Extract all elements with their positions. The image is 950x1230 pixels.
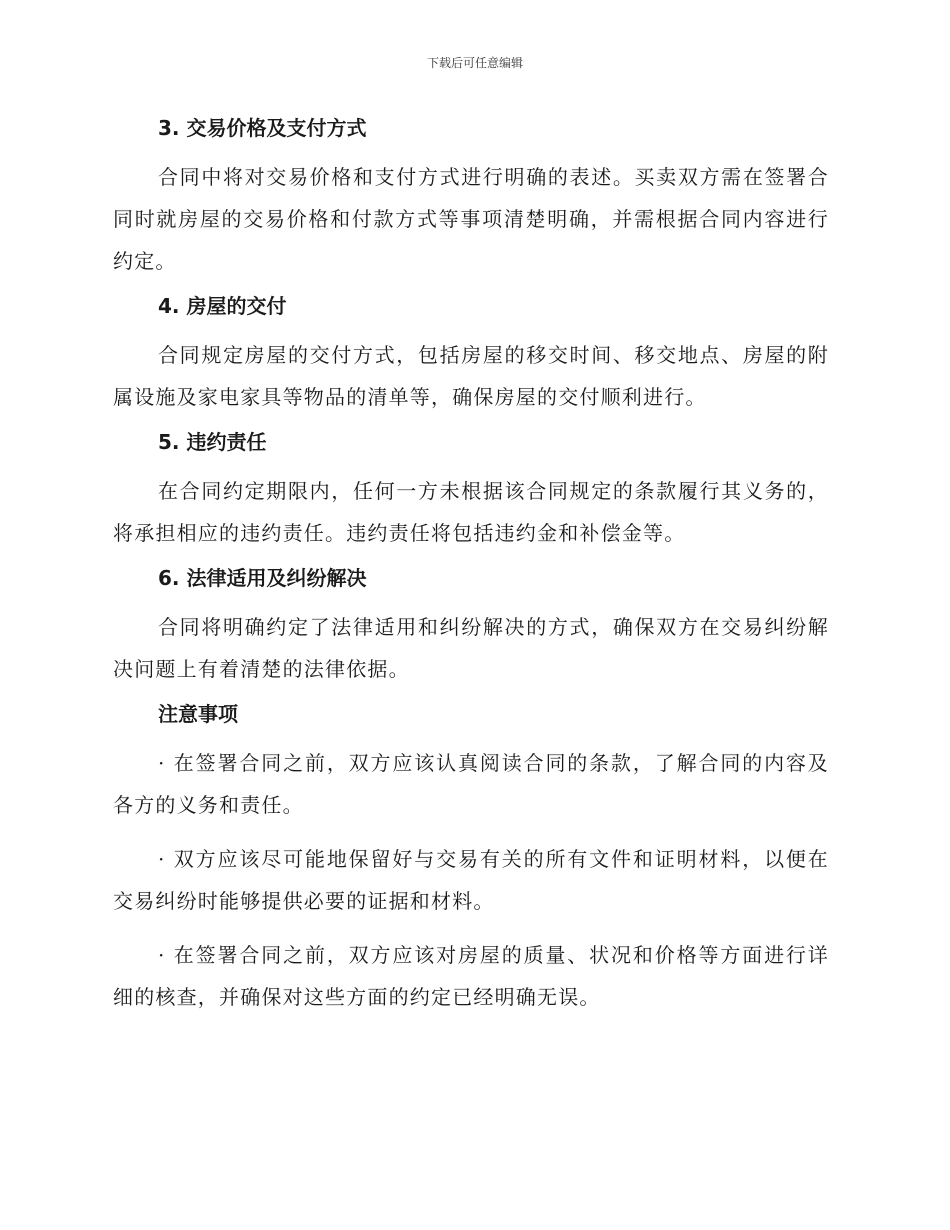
section-body-price: 合同中将对交易价格和支付方式进行明确的表述。买卖双方需在签署合同时就房屋的交易价格和付款方式等事项清楚明确，并需根据合同内容进行约定。 [113, 165, 829, 273]
section-heading-delivery: 4. 房屋的交付 [158, 294, 287, 318]
notes-item-1: · 在签署合同之前，双方应该认真阅读合同的条款，了解合同的内容及各方的义务和责任。 [113, 751, 829, 817]
notes-heading: 注意事项 [158, 702, 238, 726]
section-heading-law: 6. 法律适用及纠纷解决 [158, 566, 367, 590]
page-header: 下载后可任意编辑 [426, 56, 523, 70]
section-heading-breach: 5. 违约责任 [158, 430, 267, 454]
document-body [113, 110, 829, 1030]
notes-item-3: · 在签署合同之前，双方应该对房屋的质量、状况和价格等方面进行详细的核查，并确保对这些方面的约定已经明确无误。 [113, 943, 829, 1009]
notes-item-2: · 双方应该尽可能地保留好与交易有关的所有文件和证明材料，以便在交易纠纷时能够提供必要的证据和材料。 [113, 847, 829, 913]
section-body-delivery: 合同规定房屋的交付方式，包括房屋的移交时间、移交地点、房屋的附属设施及家电家具等物品的清单等，确保房屋的交付顺利进行。 [113, 343, 829, 409]
section-heading-price: 3. 交易价格及支付方式 [158, 116, 367, 140]
section-body-breach: 在合同约定期限内，任何一方未根据该合同规定的条款履行其义务的，将承担相应的违约责任。违约责任将包括违约金和补偿金等。 [113, 479, 829, 545]
section-body-law: 合同将明确约定了法律适用和纠纷解决的方式，确保双方在交易纠纷解决问题上有着清楚的法律依据。 [113, 615, 829, 681]
